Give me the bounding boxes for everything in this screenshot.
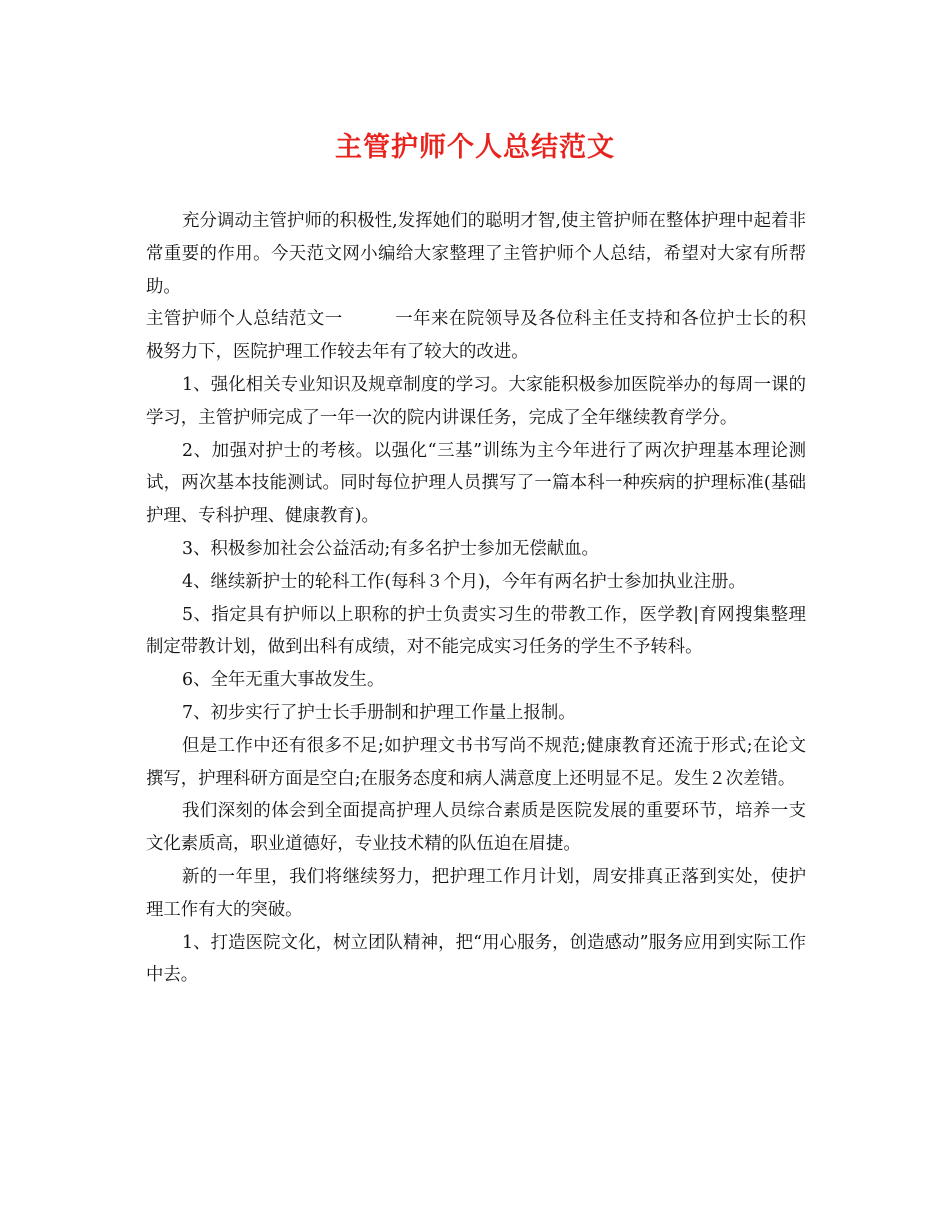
document-body — [146, 205, 806, 992]
list-item: 3、积极参加社会公益活动;有多名护士参加无偿献血。 — [182, 538, 599, 559]
new-year-paragraph: 新的一年里，我们将继续努力，把护理工作月计划，周安排真正落到实处，使护理工作有大的突破。 — [146, 866, 806, 920]
shortcomings-paragraph: 但是工作中还有很多不足;如护理文书书写尚不规范;健康教育还流于形式;在论文撰写，护理科研方面是空白;在服务态度和病人满意度上还明显不足。发生２次差错。 — [146, 735, 806, 789]
reflection-paragraph: 我们深刻的体会到全面提高护理人员综合素质是医院发展的重要环节，培养一支文化素质高，职业道德好，专业技术精的队伍迫在眉捷。 — [146, 801, 806, 855]
list-item: 1、强化相关专业知识及规章制度的学习。大家能积极参加医院举办的每周一课的学习，主管护师完成了一年一次的院内讲课任务，完成了全年继续教育学分。 — [146, 374, 806, 428]
list-item: 4、继续新护士的轮科工作(每科３个月)，今年有两名护士参加执业注册。 — [182, 571, 746, 592]
document-title: 主管护师个人总结范文 — [335, 132, 615, 163]
section-heading: 主管护师个人总结范文一 — [146, 309, 343, 330]
section-paragraph — [146, 303, 806, 369]
intro-paragraph: 充分调动主管护师的积极性,发挥她们的聪明才智,使主管护师在整体护理中起着非常重要的作用。今天范文网小编给大家整理了主管护师个人总结，希望对大家有所帮助。 — [146, 211, 806, 297]
list-item: 5、指定具有护师以上职称的护士负责实习生的带教工作，医学教|育网搜集整理制定带教计划，做到出科有成绩，对不能完成实习任务的学生不予转科。 — [146, 604, 806, 658]
plan-item: 1、打造医院文化，树立团队精神，把“用心服务，创造感动”服务应用到实际工作中去。 — [146, 932, 806, 986]
list-item: 7、初步实行了护士长手册制和护理工作量上报制。 — [182, 702, 576, 723]
section-lead: 一年来在院领导及各位科主任支持和各位护士长的积极努力下，医院护理工作较去年有了较大的改进。 — [146, 309, 806, 363]
list-item: 6、全年无重大事故发生。 — [182, 670, 385, 691]
list-item: 2、加强对护士的考核。以强化“三基”训练为主今年进行了两次护理基本理论测试，两次基本技能测试。同时每位护理人员撰写了一篇本科一种疾病的护理标准(基础护理、专科护理、健康教育)。 — [146, 440, 806, 527]
